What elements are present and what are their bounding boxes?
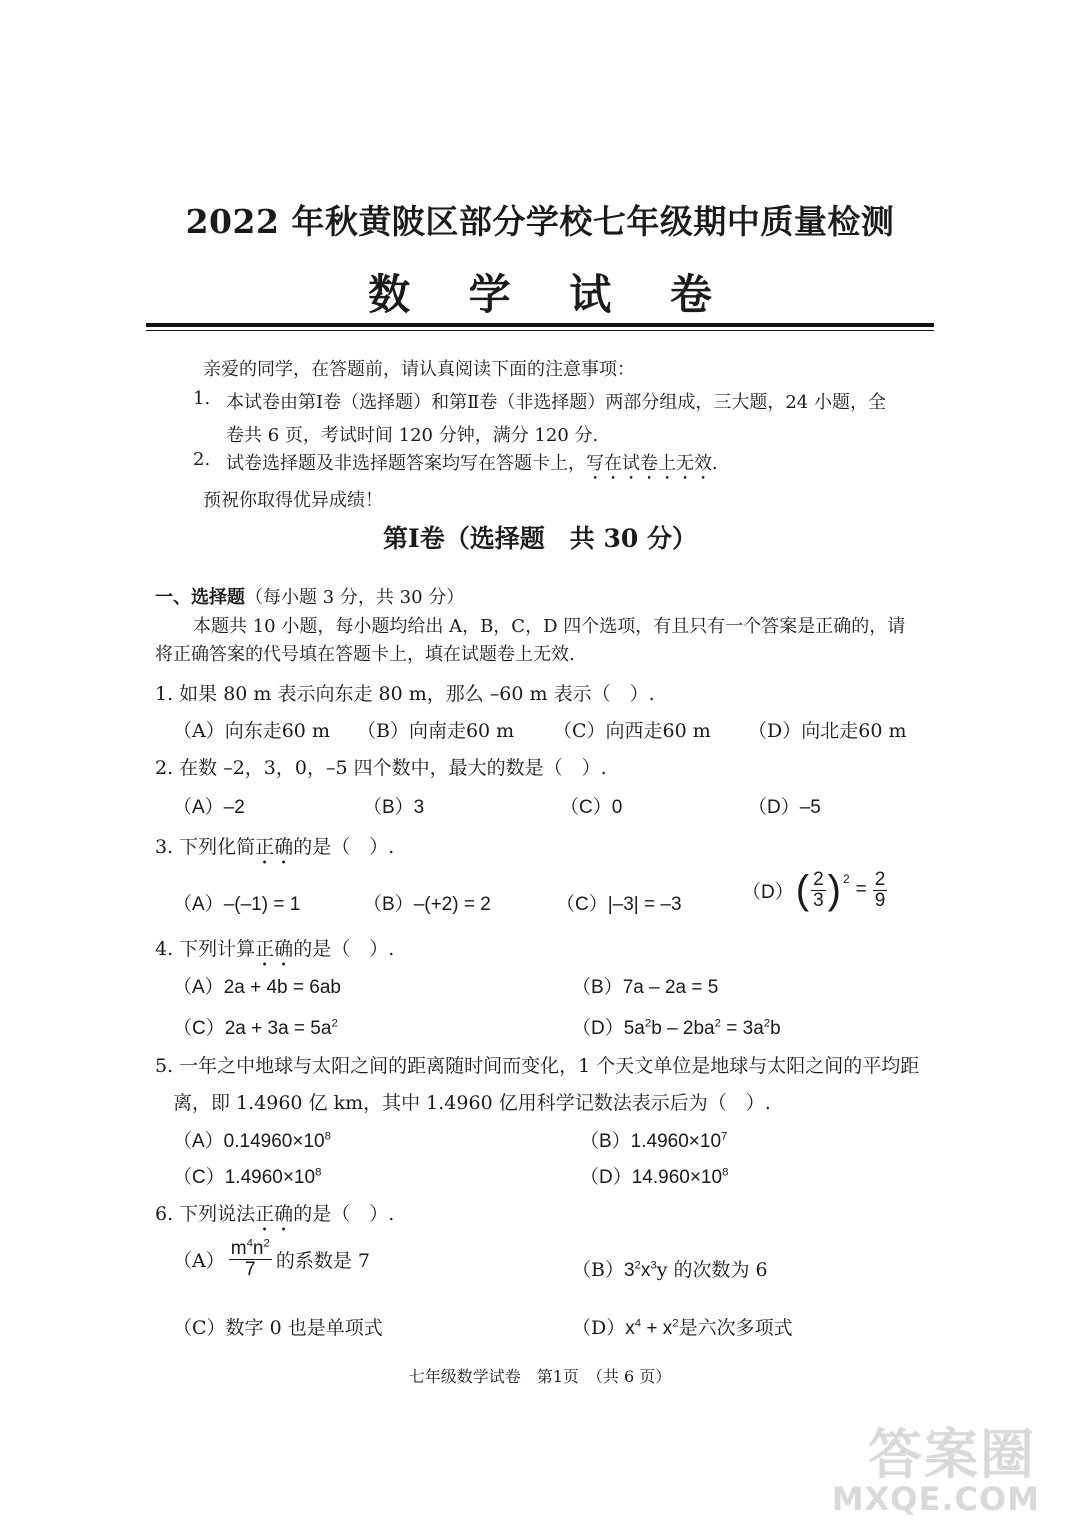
q6-option-b-sup1: 2 — [634, 1259, 641, 1272]
q6-stem-start: 6. 下列说法 — [155, 1203, 256, 1225]
q6-option-b-label: （B） — [572, 1259, 624, 1281]
q1-option-c: （C）向西走60 m — [553, 720, 711, 742]
q3-fraction-two-ninths — [873, 870, 888, 911]
q3-option-a-label: （A） — [173, 894, 224, 915]
q5-option-d-text: （D）14.960×10 — [580, 1167, 723, 1188]
q4-option-d-sup1: 2 — [644, 1017, 652, 1030]
q6-num-n: n — [252, 1238, 264, 1259]
q4-option-b-label: （B） — [572, 977, 623, 998]
q3-option-b-label: （B） — [363, 894, 414, 915]
q5-stem-line2: 离，即 1.4960 亿 km，其中 1.4960 亿用科学记数法表示后为（ ）. — [173, 1092, 771, 1114]
q4-option-c-expr: 2a + 3a = 5a — [224, 1018, 332, 1039]
q3-option-a-expr: –(–1) = 1 — [223, 894, 301, 915]
q2-option-c: （C）0 — [560, 797, 623, 818]
q2-option-a: （A）–2 — [173, 797, 245, 818]
q4-option-a-expr: 2a + 4b = 6ab — [223, 977, 341, 998]
part-heading-score: （每小题 3 分，共 30 分） — [245, 587, 465, 608]
q6-stem-end: 的是（ ）. — [293, 1203, 395, 1225]
q6-option-a-tail: 的系数是 7 — [275, 1249, 370, 1272]
q4-stem-start: 4. 下列计算 — [155, 938, 256, 960]
part-instruction-line2: 将正确答案的代号填在答题卡上，填在试题卷上无效. — [155, 644, 575, 665]
q5-option-b-sup: 7 — [721, 1130, 728, 1143]
q1-option-b: （B）向南走60 m — [357, 720, 515, 742]
page-footer: 七年级数学试卷 第1页 （共 6 页） — [408, 1367, 672, 1386]
q6-option-a-numerator — [229, 1239, 272, 1260]
header-rule-thin — [146, 330, 934, 331]
q6-option-b-base: 3 — [623, 1260, 635, 1281]
q1-option-a: （A）向东走60 m — [173, 720, 330, 742]
q6-option-b — [572, 1255, 768, 1282]
q4-stem-emphasis: 正确 — [255, 938, 294, 960]
q5-option-a-sup: 8 — [324, 1130, 331, 1143]
q2-option-b: （B）3 — [363, 797, 425, 818]
notice-item2 — [226, 449, 718, 484]
q4-option-d-sup2: 2 — [714, 1017, 721, 1030]
notice-wish: 预祝你取得优异成绩！ — [203, 490, 383, 511]
q3-option-d-label: （D） — [742, 881, 794, 903]
q3-equals: = — [855, 879, 867, 901]
q3-right-paren: ) — [827, 868, 841, 913]
q4-option-c-sup: 2 — [331, 1017, 338, 1030]
q6-num-sup2: 2 — [263, 1237, 270, 1250]
q3-option-c-expr: |–3| = –3 — [607, 894, 682, 915]
notice-item2-period: . — [712, 453, 718, 474]
notice-item1-line1: 本试卷由第Ⅰ卷（选择题）和第Ⅱ卷（非选择题）两部分组成，三大题，24 小题，全 — [226, 392, 886, 413]
notice-item1-number: 1. — [193, 388, 211, 409]
q4-option-d-label: （D） — [572, 1018, 624, 1039]
q4-option-d-part1: 5a — [623, 1018, 645, 1039]
q5-option-c — [173, 1162, 321, 1189]
q3-option-c — [556, 889, 682, 916]
q5-option-d-sup: 8 — [722, 1166, 729, 1179]
q4-stem — [155, 934, 394, 971]
q2-stem: 2. 在数 –2，3，0，–5 四个数中，最大的数是（ ）. — [155, 757, 607, 779]
q5-option-c-sup: 8 — [315, 1166, 322, 1179]
q5-option-a-text: （A）0.14960×10 — [173, 1131, 325, 1152]
part-heading — [155, 583, 464, 609]
q4-option-d-sup3: 2 — [763, 1017, 771, 1030]
q3-option-a — [173, 889, 300, 916]
q3-stem-emphasis: 正确 — [255, 836, 294, 858]
q6-stem — [155, 1199, 394, 1236]
q3-fraction-two-thirds — [811, 870, 826, 911]
q4-option-b — [572, 972, 718, 999]
q4-option-c — [173, 1013, 338, 1040]
q6-option-c: （C）数字 0 也是单项式 — [173, 1317, 383, 1339]
q6-num-sup1: 4 — [246, 1237, 253, 1250]
q3-option-d — [742, 870, 887, 911]
q3-exponent: 2 — [842, 872, 850, 886]
q5-option-a — [173, 1126, 331, 1153]
q6-option-b-tail: y 的次数为 6 — [656, 1259, 768, 1281]
q5-option-b-text: （B）1.4960×10 — [580, 1131, 722, 1152]
notice-item2-emphasis: 写在试卷上无效 — [586, 453, 712, 474]
q6-option-d-sup2: 2 — [672, 1317, 679, 1330]
notice-item2-number: 2. — [193, 449, 211, 470]
q6-option-a — [173, 1239, 370, 1280]
watermark-url: MXQE.COM — [831, 1480, 1040, 1518]
q3-fraction-denominator: 3 — [813, 889, 824, 911]
header-rule-thick — [146, 323, 934, 327]
q3-stem — [155, 832, 394, 869]
part-heading-label: 一、选择题 — [155, 587, 245, 608]
q1-stem: 1. 如果 80 m 表示向东走 80 m，那么 –60 m 表示（ ）. — [155, 683, 655, 705]
q4-stem-end: 的是（ ）. — [293, 938, 395, 960]
q4-option-a-label: （A） — [173, 977, 224, 998]
q4-option-b-expr: 7a – 2a = 5 — [622, 977, 719, 998]
q4-option-d-part2: b – 2ba — [651, 1018, 715, 1039]
q4-option-c-label: （C） — [173, 1018, 225, 1039]
watermark-logo: 答案圈 — [868, 1423, 1036, 1486]
part-instruction-line1: 本题共 10 小题，每小题均给出 A，B，C，D 四个选项，有且只有一个答案是正确的，请 — [193, 616, 906, 637]
q3-left-paren: ( — [795, 868, 810, 913]
q6-num-m: m — [230, 1238, 247, 1259]
q3-option-c-label: （C） — [556, 894, 608, 915]
q6-option-a-label: （A） — [173, 1249, 225, 1272]
q1-option-d: （D）向北走60 m — [748, 720, 907, 742]
subject-title: 数 学 试 卷 — [368, 270, 734, 319]
q6-option-d — [572, 1313, 793, 1340]
q4-option-a — [173, 972, 341, 999]
notice-item1-line2: 卷共 6 页，考试时间 120 分钟，满分 120 分. — [226, 425, 599, 446]
exam-title: 2022 年秋黄陂区部分学校七年级期中质量检测 — [185, 202, 895, 241]
section-title: 第Ⅰ卷（选择题 共 30 分） — [383, 524, 697, 553]
q6-option-d-x2: + x — [641, 1318, 673, 1339]
q6-option-a-fraction — [229, 1239, 272, 1280]
notice-item2-text: 试卷选择题及非选择题答案均写在答题卡上， — [226, 453, 586, 474]
q3-stem-start: 3. 下列化简 — [155, 836, 256, 858]
q3-result-numerator: 2 — [874, 869, 886, 890]
q6-option-d-label: （D） — [572, 1317, 626, 1339]
q6-option-d-sup1: 4 — [634, 1317, 642, 1330]
q3-option-b-expr: –(+2) = 2 — [413, 894, 491, 915]
q6-option-b-x: x — [640, 1260, 651, 1281]
q4-option-d-part4: b — [770, 1018, 781, 1039]
notice-intro: 亲爱的同学，在答题前，请认真阅读下面的注意事项： — [203, 359, 635, 380]
q6-stem-emphasis: 正确 — [255, 1203, 294, 1225]
q4-option-d-part3: = 3a — [720, 1018, 764, 1039]
q6-option-b-sup2: 3 — [650, 1259, 657, 1272]
q3-result-denominator: 9 — [874, 889, 886, 911]
q6-option-d-x4: x — [625, 1318, 635, 1339]
q5-option-c-text: （C）1.4960×10 — [173, 1167, 316, 1188]
q3-option-b — [363, 889, 491, 916]
q2-option-d: （D）–5 — [748, 797, 821, 818]
q3-stem-end: 的是（ ）. — [293, 836, 395, 858]
q3-fraction-numerator: 2 — [813, 869, 824, 890]
q5-stem-line1: 5. 一年之中地球与太阳之间的距离随时间而变化，1 个天文单位是地球与太阳之间的平均距 — [155, 1055, 920, 1077]
q4-option-d — [572, 1013, 781, 1040]
q5-option-b — [580, 1126, 727, 1153]
q5-option-d — [580, 1162, 728, 1189]
q6-option-a-denominator: 7 — [244, 1258, 256, 1280]
q6-option-d-tail: 是六次多项式 — [678, 1317, 793, 1339]
